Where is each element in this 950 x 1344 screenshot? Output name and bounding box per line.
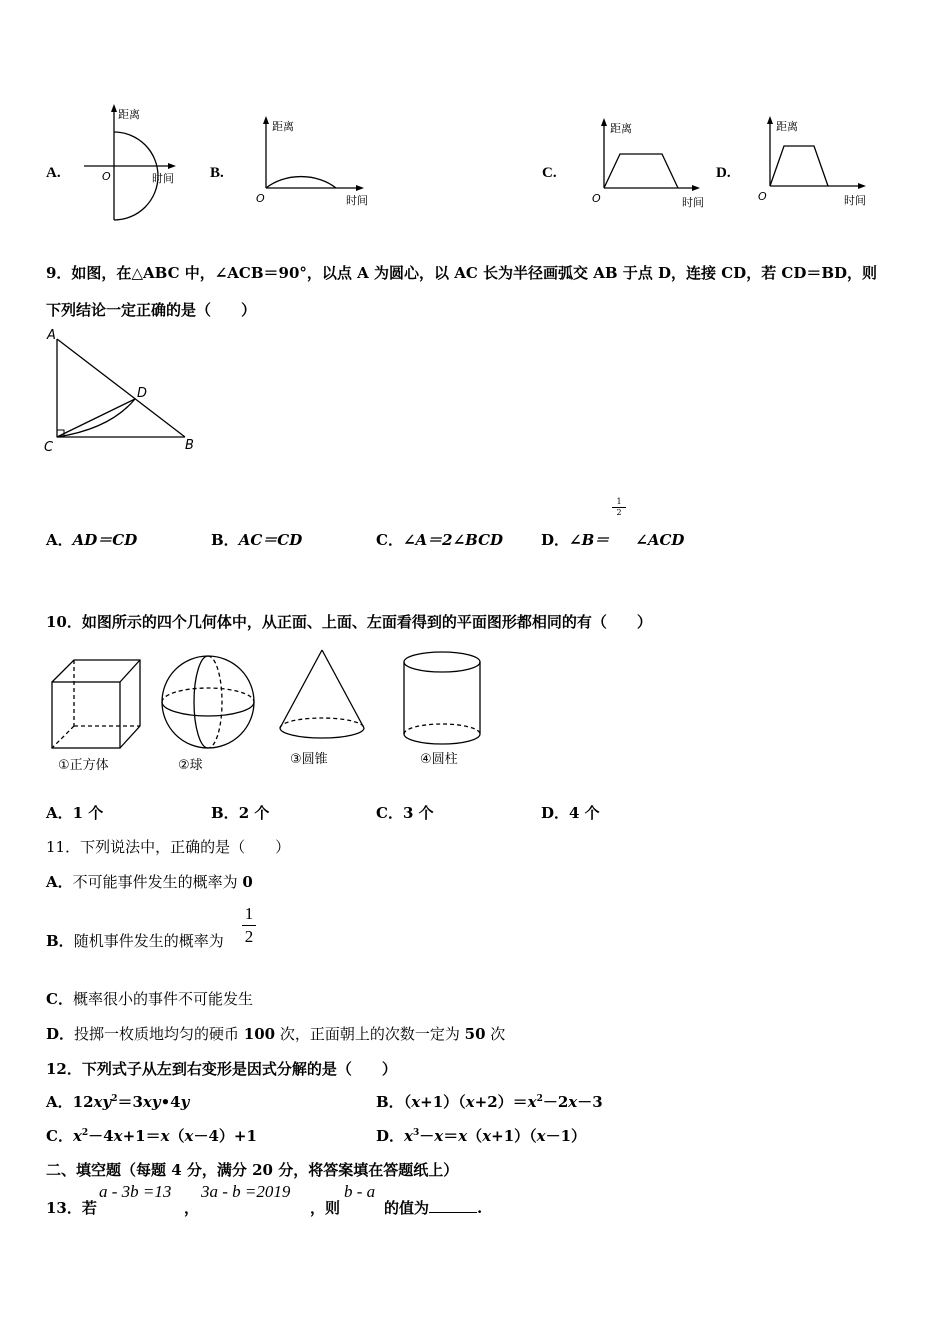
q11-option-c-label: C．: [46, 990, 73, 1008]
q9-stem-line1: 9．如图，在△ABC 中，∠ACB＝90°，以点 A 为圆心，以 AC 长为半径画弧交 AB 于点 D，连接 CD，若 CD＝BD，则: [46, 264, 878, 282]
q11-option-a-label: A．: [46, 873, 73, 891]
q11-frac-num: 1: [244, 904, 254, 923]
q8-b-origin: O: [256, 192, 265, 205]
q12-option-a-label: A．: [46, 1093, 73, 1111]
q9-option-d-text-before: ∠B＝: [569, 531, 610, 549]
q8-a-origin: O: [102, 170, 111, 183]
q10-solid-label-1: ①正方体: [58, 758, 109, 773]
q9-point-a: A: [47, 328, 56, 343]
q8-option-d-label: D.: [716, 165, 731, 181]
q9-point-b: B: [185, 438, 194, 453]
q10-option-b-text: 2 个: [238, 804, 270, 822]
q10-option-a-text: 1 个: [72, 804, 104, 822]
q9-option-b[interactable]: [211, 529, 302, 550]
q12-option-c-label: C．: [46, 1127, 73, 1145]
q8-c-ylabel: 距离: [610, 122, 632, 135]
q11-option-d-text1: 投掷一枚质地均匀的硬币: [74, 1025, 244, 1043]
q9-option-d[interactable]: [541, 529, 684, 550]
section2-title: 二、填空题（每题 4 分，满分 20 分，将答案填在答题纸上）: [46, 1161, 459, 1179]
q11-option-d-n1: 100: [243, 1025, 276, 1043]
q8-option-b-label: B.: [210, 165, 224, 181]
q13-answer-blank[interactable]: [429, 1198, 477, 1213]
q11-option-b-fraction: [242, 905, 256, 945]
q12-option-b-label: B．: [376, 1093, 404, 1111]
q10-option-c[interactable]: [376, 802, 434, 823]
q13-prefix: 13．若: [46, 1199, 97, 1217]
q12-option-c[interactable]: C．$x^2-4x+1=x(x-4)+1$: [46, 1127, 257, 1145]
q11-option-b[interactable]: [46, 930, 224, 951]
q8-a-xlabel: 时间: [152, 172, 174, 185]
q13-expr3: b - a: [344, 1182, 376, 1201]
q12-stem: 12．下列式子从左到右变形是因式分解的是（ ）: [46, 1060, 397, 1078]
q10-option-d-label: D．: [541, 804, 570, 822]
q8-graph-a: [80, 100, 190, 225]
q8-c-xlabel: 时间: [682, 196, 704, 209]
q8-a-ylabel: 距离: [118, 108, 140, 121]
q8-option-c-label: C.: [542, 165, 557, 181]
q10-option-a[interactable]: [46, 802, 103, 823]
q10-stem: 10．如图所示的四个几何体中，从正面、上面、左面看得到的平面图形都相同的有（ ）: [46, 613, 652, 631]
q8-b-xlabel: 时间: [346, 194, 368, 207]
q11-option-d-text2: 次，正面朝上的次数一定为: [275, 1025, 465, 1043]
cylinder-drawing: [404, 652, 480, 744]
q11-option-a[interactable]: [46, 871, 253, 892]
sphere-drawing: [162, 656, 254, 748]
q8-d-origin: O: [758, 190, 767, 203]
q9-stem-line2: 下列结论一定正确的是（ ）: [46, 301, 257, 319]
q11-option-d-text3: 次: [485, 1025, 506, 1043]
cone-drawing: [280, 650, 364, 738]
q9-point-d: D: [137, 386, 148, 401]
q11-frac-den: 2: [244, 927, 254, 946]
q13-suffix: 的值为: [384, 1199, 430, 1217]
q9-option-c-text: ∠A＝2∠BCD: [402, 531, 504, 549]
q8-graph-c: [588, 114, 713, 214]
q10-option-d[interactable]: [541, 802, 600, 823]
q9-option-a[interactable]: [46, 529, 137, 550]
cube-drawing: [52, 660, 140, 748]
q9-frac-num: 1: [616, 497, 622, 506]
q10-option-a-label: A．: [46, 804, 73, 822]
q11-option-d-label: D．: [46, 1025, 75, 1043]
q10-option-c-label: C．: [376, 804, 403, 822]
q8-option-a-label: A.: [46, 165, 61, 181]
q13-comma: ，: [184, 1199, 200, 1217]
q12-option-a[interactable]: A．$12xy^2=3xy•4y$: [46, 1093, 190, 1111]
q11-option-a-text: 不可能事件发生的概率为: [72, 873, 243, 891]
q9-option-b-label: B．: [211, 531, 239, 549]
q13-then: ，则: [310, 1199, 341, 1217]
q13-answer[interactable]: [384, 1197, 482, 1218]
q10-solids-figure: [46, 644, 486, 776]
q9-option-c[interactable]: [376, 529, 503, 550]
q13-expr1: a - 3b =13: [99, 1182, 172, 1201]
q11-option-c[interactable]: [46, 988, 253, 1009]
q10-option-b-label: B．: [211, 804, 239, 822]
q8-c-origin: O: [592, 192, 601, 205]
q10-solid-label-2: ②球: [178, 758, 203, 773]
q9-option-d-label: D．: [541, 531, 570, 549]
q9-option-d-fraction: [612, 498, 626, 517]
q12-option-b[interactable]: B．$(x+1)(x+2)=x^2-2x-3$: [376, 1093, 603, 1111]
q8-graph-b: [248, 112, 378, 212]
q8-graph-d: [754, 112, 879, 212]
q10-solid-label-4: ④圆柱: [420, 752, 458, 767]
q12-option-d[interactable]: D．$x^3-x=x(x+1)(x-1)$: [376, 1127, 587, 1145]
q11-option-d[interactable]: [46, 1023, 505, 1044]
q8-b-ylabel: 距离: [272, 120, 294, 133]
q9-frac-den: 2: [616, 508, 622, 517]
q11-option-c-text: 概率很小的事件不可能发生: [72, 990, 253, 1008]
q11-option-b-label: B．: [46, 932, 74, 950]
q11-option-d-n2: 50: [464, 1025, 486, 1043]
q11-option-a-value: 0: [242, 873, 253, 891]
q9-option-d-text-after: ∠ACD: [635, 531, 685, 549]
q9-option-c-label: C．: [376, 531, 403, 549]
q11-option-b-text: 随机事件发生的概率为: [73, 932, 224, 950]
q13-expr2: 3a - b =2019: [201, 1182, 291, 1201]
q9-option-a-label: A．: [46, 531, 73, 549]
q10-solid-label-3: ③圆锥: [290, 752, 328, 767]
q9-triangle-figure: [40, 325, 210, 460]
q9-point-c: C: [44, 440, 54, 455]
q12-option-d-label: D．: [376, 1127, 405, 1145]
q11-stem: 11．下列说法中，正确的是（ ）: [46, 838, 291, 856]
q8-d-xlabel: 时间: [844, 194, 866, 207]
q9-option-b-text: AC＝CD: [238, 531, 303, 549]
q9-option-a-text: AD＝CD: [72, 531, 138, 549]
q8-d-ylabel: 距离: [776, 120, 798, 133]
q10-option-d-text: 4 个: [569, 804, 600, 822]
q10-option-b[interactable]: [211, 802, 269, 823]
q10-option-c-text: 3 个: [402, 804, 434, 822]
q13-end: .: [477, 1199, 483, 1217]
